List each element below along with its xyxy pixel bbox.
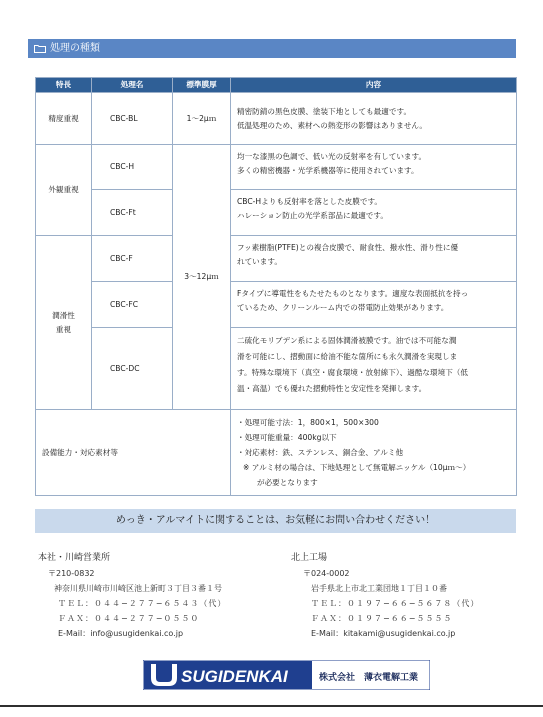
table-header-row (36, 78, 517, 93)
office-tel: ＴＥＬ：０１９７−６６−５６７８（代） (311, 599, 480, 608)
process-name: CBC-H (92, 145, 173, 190)
process-name: CBC-Ft (92, 190, 173, 236)
office-head (38, 551, 226, 641)
description-cell: 二硫化モリブデン系による固体潤滑被膜です。油では不可能な潤 滑を可能にし、摺動面に給油不能な箇所にも永久潤滑を実現しま す。特殊な環境下（真空・腐食環境・放射線下）、過酷な環境下（低 温・高温）でも優れた摺動特性と安定性を発揮します。 (231, 328, 517, 410)
feature-cell: 潤滑性 重視 (36, 236, 92, 410)
header-process-name: 処理名 (92, 78, 173, 93)
office-postal: 〒210-0832 (48, 569, 95, 578)
office-email: E-Mail：kitakami@usugidenkai.co.jp (311, 629, 456, 638)
table-row (36, 236, 517, 282)
section-header (28, 39, 516, 58)
process-name: CBC-F (92, 236, 173, 282)
office-fax: ＦＡＸ：０１９７−６６−５５５５ (311, 614, 453, 623)
office-email: E-Mail：info@usugidenkai.co.jp (58, 629, 184, 638)
process-name: CBC-FC (92, 282, 173, 328)
office-address: 神奈川県川崎市川崎区池上新町３丁目３番１号 (54, 584, 222, 593)
section-title: 処理の種類 (50, 43, 100, 54)
logo-brand: SUGIDENKAI (181, 667, 288, 686)
office-tel: ＴＥＬ：０４４−２７７−６５４３（代） (58, 599, 227, 608)
table-row (36, 282, 517, 328)
table-row (36, 190, 517, 236)
description-cell: 均一な漆黒の色調で、低い光の反射率を有しています。 多くの精密機器・光学系機器等に使用されています。 (231, 145, 517, 190)
table-row (36, 328, 517, 410)
feature-cell: 設備能力・対応素材等 (36, 410, 231, 496)
header-content: 内容 (231, 78, 517, 93)
office-fax: ＦＡＸ：０４４−２７７−０５５０ (58, 614, 200, 623)
table-row (36, 93, 517, 145)
bottom-rule (0, 705, 543, 707)
description-cell: CBC-Hよりも反射率を落とした皮膜です。 ハレーション防止の光学系部品に最適です。 (231, 190, 517, 236)
thickness-cell: 3〜12μｍ (173, 145, 231, 410)
feature-cell: 外観重視 (36, 145, 92, 236)
table-row (36, 410, 517, 496)
logo-company: 株式会社 薄衣電解工業 (319, 673, 419, 683)
description-cell: フッ素樹脂(PTFE)との複合皮膜で、耐食性、撥水性、滑り性に優 れています。 (231, 236, 517, 282)
thickness-cell: 1〜2μｍ (173, 93, 231, 145)
table-row (36, 145, 517, 190)
folder-icon (34, 44, 46, 53)
process-table (35, 77, 517, 496)
office-name: 本社・川崎営業所 (38, 553, 111, 563)
feature-cell: 精度重視 (36, 93, 92, 145)
description-cell: ・処理可能寸法：1，800×1，500×300 ・処理可能重量：400kg以下 ・対応素材：鉄、ステンレス、銅合金、アルミ他 ※ アルミ材の場合は、下地処理として無電解ニッケル（10μｍ〜） が必要となります (231, 410, 517, 496)
description-cell: Fタイプに導電性をもたせたものとなります。適度な表面抵抗を持っ ているため、クリーンルーム内での帯電防止効果があります。 (231, 282, 517, 328)
header-thickness: 標準膜厚 (173, 78, 231, 93)
company-logo (143, 660, 430, 690)
office-address: 岩手県北上市北工業団地１丁目１０番 (311, 584, 447, 593)
process-name: CBC-BL (92, 93, 173, 145)
description-cell: 精密防錆の黒色皮膜、塗装下地としても最適です。 低温処理のため、素材への熱変形の影響はありません。 (231, 93, 517, 145)
logo-graphic (143, 660, 430, 690)
office-postal: 〒024-0002 (303, 569, 350, 578)
contact-banner: めっき・アルマイトに関することは、お気軽にお問い合わせください！ (35, 509, 516, 533)
process-name: CBC-DC (92, 328, 173, 410)
office-name: 北上工場 (291, 553, 328, 563)
header-feature: 特長 (36, 78, 92, 93)
office-factory (291, 551, 479, 641)
